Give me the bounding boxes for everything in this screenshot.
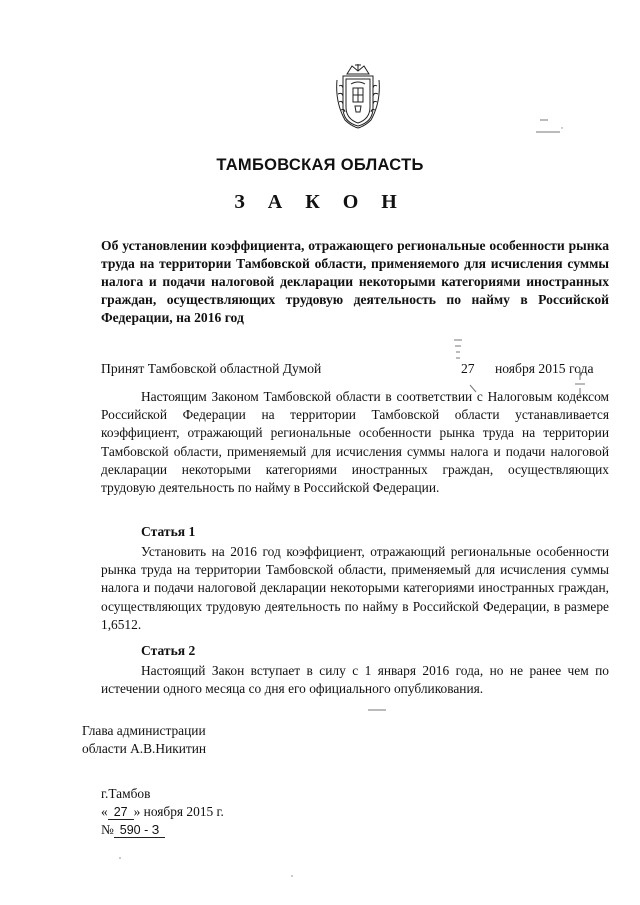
- issue-date-day: 27: [108, 805, 134, 820]
- number-sign: №: [101, 822, 114, 837]
- article-2-heading: Статья 2: [141, 643, 196, 658]
- adoption-day: 27: [461, 361, 475, 376]
- article-2-text: Настоящий Закон вступает в силу с 1 января 2016 года, но не ранее чем по истечении одного месяца со дня его официального опубликования.: [101, 663, 609, 697]
- signer-position: Глава администрации: [82, 723, 206, 738]
- issue-city: г.Тамбов: [101, 786, 151, 801]
- adoption-label: Принят Тамбовской областной Думой: [101, 361, 322, 376]
- signer-name: области А.В.Никитин: [82, 741, 207, 756]
- article-1-text: Установить на 2016 год коэффициент, отражающий региональные особенности рынка труда на территории Тамбовской области, применяемый для исчисления суммы налога и подачи налоговой декларации некоторыми категориями иностранных граждан, осуществляющих трудовую деятельность по найму в Российской Федерации, в размере 1,6512.: [101, 544, 609, 632]
- adoption-date: [461, 360, 594, 378]
- issue-details: [101, 785, 224, 839]
- document-type-heading: З А К О Н: [234, 191, 406, 213]
- signature-block: [82, 722, 206, 758]
- law-number: [101, 821, 224, 839]
- law-title: Об установлении коэффициента, отражающего региональные особенности рынка труда на территории Тамбовской области, применяемого для исчисления суммы налога и подачи налоговой декларации некоторыми категориями иностранных граждан, осуществляющих трудовую деятельность по найму в Российской Федерации, на 2016 год: [101, 238, 609, 325]
- adoption-month-year: ноября 2015 года: [494, 361, 594, 376]
- region-heading: ТАМБОВСКАЯ ОБЛАСТЬ: [216, 156, 424, 174]
- adoption-line: [101, 360, 609, 378]
- issue-date-rest: » ноября 2015 г.: [133, 804, 224, 819]
- article-1-heading: Статья 1: [141, 524, 196, 539]
- law-number-value: 590 - З: [114, 823, 166, 838]
- issue-date: [101, 803, 224, 821]
- date-open-quote: «: [101, 804, 108, 819]
- preamble-paragraph: Настоящим Законом Тамбовской области в соответствии с Налоговым кодексом Российской Федерации на территории Тамбовской области устанавливается коэффициент, отражающий региональные особенности рынка труда на территории Тамбовской области, применяемый для исчисления суммы налога и подачи налоговой декларации некоторыми категориями иностранных граждан, осуществляющих трудовую деятельность по найму в Российской Федерации.: [101, 389, 609, 496]
- coat-of-arms-emblem: [333, 62, 383, 130]
